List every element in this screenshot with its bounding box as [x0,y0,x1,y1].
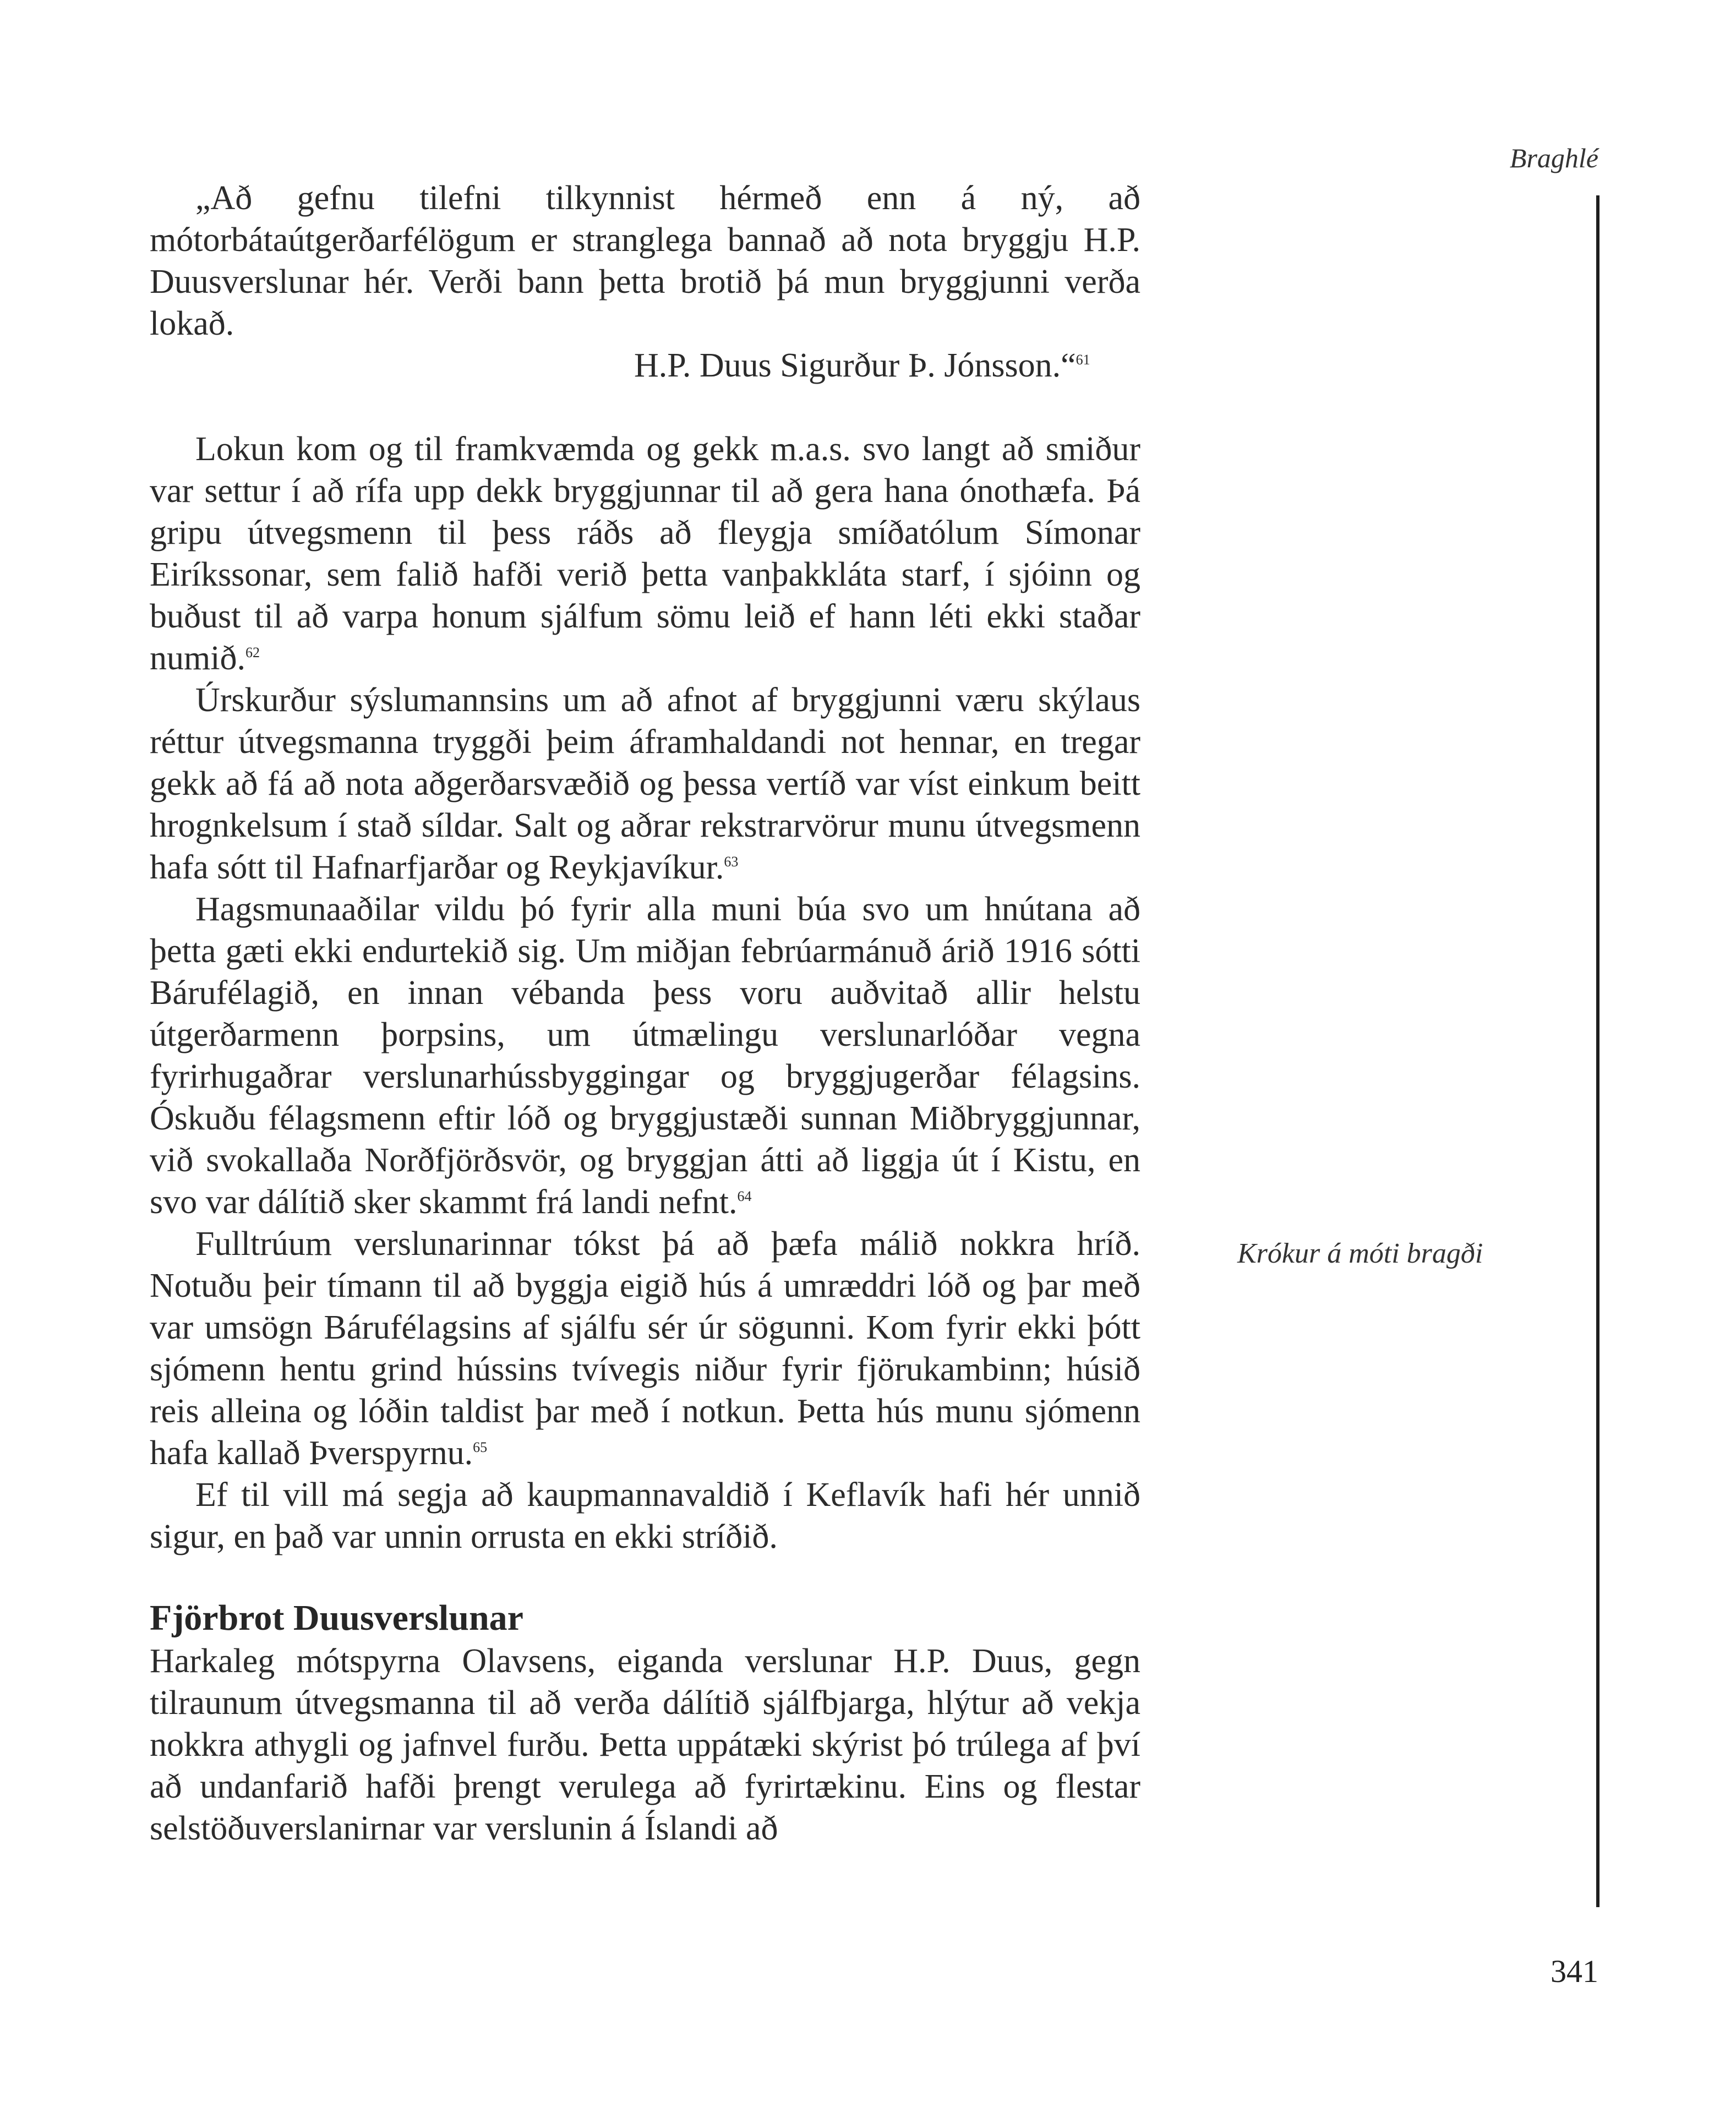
body-paragraph [150,1474,1140,1558]
paragraph-text: Ef til vill má segja að kaupmannavaldið í Keflavík hafi hér unnið sigur, en það var unnin orrusta en ekki stríðið. [150,1476,1140,1555]
running-head: Braghlé [1509,143,1598,173]
body-paragraph [150,888,1140,1223]
footnote-marker: 65 [473,1439,488,1455]
footnote-marker: 61 [1076,352,1090,368]
quote-signature [150,345,1140,386]
paragraph-text: Fulltrúum verslunarinnar tókst þá að þæfa málið nokkra hríð. Notuðu þeir tímann til að byggja eigið hús á umræddri lóð og þar með var umsögn Bárufélagsins af sjálfu sér úr sögunni. Kom fyrir ekki þótt sjómenn hentu grind hússins tvívegis niður fyrir fjörukambinn; húsið reis alleina og lóðin taldist þar með í notkun. Þetta hús munu sjómenn hafa kallað Þverspyrnu. [150,1225,1140,1472]
footnote-marker: 64 [737,1188,752,1204]
body-paragraph [150,1223,1140,1474]
body-paragraph [150,428,1140,679]
body-paragraph [150,679,1140,888]
quote-text: „Að gefnu tilefni tilkynnist hérmeð enn á ný, að mótorbátaútgerðarfélögum er stranglega bannað að nota bryggju H.P. Duusverslunar hér. Verði bann þetta brotið þá mun bryggjunni verða lokað. [150,179,1140,342]
margin-note: Krókur á móti bragði [1237,1238,1483,1269]
paragraph-text: Harkaleg mótspyrna Olavsens, eiganda verslunar H.P. Duus, gegn tilraunum útvegsmanna til að verða dálítið sjálfbjarga, hlýtur að vekja nokkra athygli og jafnvel furðu. Þetta uppátæki skýrist þó trúlega af því að undanfarið hafði þrengt verulega að fyrirtækinu. Eins og flestar selstöðuverslanirnar var verslunin á Íslandi að [150,1642,1140,1847]
footnote-marker: 62 [245,645,260,660]
footnote-marker: 63 [724,854,739,870]
page-number: 341 [1551,1953,1598,1989]
paragraph-text: Lokun kom og til framkvæmda og gekk m.a.s. svo langt að smiður var settur í að rífa upp dekk bryggjunnar til að gera hana ónothæfa. Þá gripu útvegsmenn til þess ráðs að fleygja smíðatólum Símonar Eiríkssonar, sem falið hafði verið þetta vanþakkláta starf, í sjóinn og buðust til að varpa honum sjálfum sömu leið ef hann léti ekki staðar numið. [150,430,1140,677]
main-text-column [150,177,1140,1849]
quote-signature-text: H.P. Duus Sigurður Þ. Jónsson.“ [634,347,1076,384]
paragraph-text: Hagsmunaaðilar vildu þó fyrir alla muni búa svo um hnútana að þetta gæti ekki endurtekið sig. Um miðjan febrúarmánuð árið 1916 sótti Bárufélagið, en innan vébanda þess voru auðvitað allir helstu útgerðarmenn þorpsins, um útmælingu verslunarlóðar vegna fyrirhugaðrar verslunarhússbyggingar og bryggjugerðar félagsins. Óskuðu félagsmenn eftir lóð og bryggjustæði sunnan Miðbryggjunnar, við svokallaða Norðfjörðsvör, og bryggjan átti að liggja út í Kistu, en svo var dálítið sker skammt frá landi nefnt. [150,891,1140,1221]
section-heading: Fjörbrot Duusverslunar [150,1598,523,1638]
quote-block [150,177,1140,345]
paragraph-text: Úrskurður sýslumannsins um að afnot af bryggjunni væru skýlaus réttur útvegsmanna tryggði þeim áframhaldandi not hennar, en tregar gekk að fá að nota aðgerðarsvæðið og þessa vertíð var víst einkum beitt hrognkelsum í stað síldar. Salt og aðrar rekstrarvörur munu útvegsmenn hafa sótt til Hafnarfjarðar og Reykjavíkur. [150,681,1140,886]
section-paragraph [150,1640,1140,1849]
margin-rule [1596,195,1599,1907]
